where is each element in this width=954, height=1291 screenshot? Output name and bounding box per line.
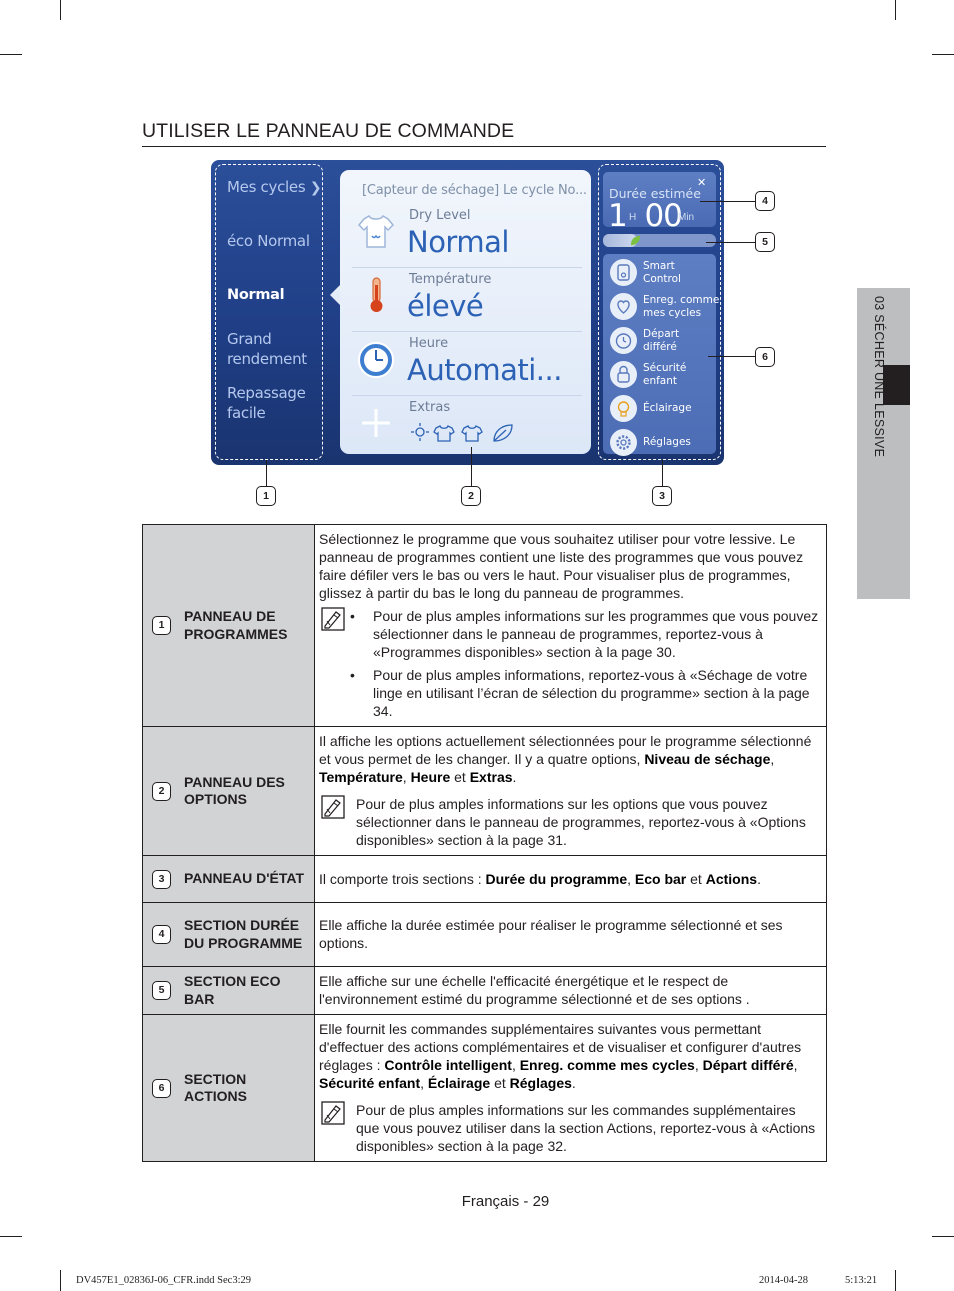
leaf-icon [629,234,642,247]
action-child-lock[interactable] [603,358,716,392]
action-label-line: enfant [643,375,678,387]
program-label-line: Repassage [227,384,306,402]
callout-1: 1 [256,486,276,506]
page-number: Français - 29 [461,1193,550,1210]
row-content [315,967,827,1015]
action-label [643,260,681,286]
bold-term: Niveau de séchage [644,751,771,767]
row-header [143,727,315,856]
action-delay-start[interactable] [603,324,716,358]
table-row [143,1015,827,1162]
program-mes-cycles[interactable] [227,177,321,198]
option-label: Extras [409,400,451,415]
table-row [143,727,827,856]
crop-mark [895,0,896,20]
text-span: , [511,1057,520,1073]
option-heure[interactable] [340,333,591,395]
row-title: SECTION ACTIONS [184,1070,247,1104]
divider [352,395,582,396]
program-label: Mes cycles [227,178,306,196]
minutes-unit: Min [678,212,695,223]
row-number: 4 [152,925,171,944]
program-label-line: Grand [227,330,272,348]
bold-term: Extras [469,769,513,785]
actions-section [603,254,720,454]
row-header [143,903,315,967]
table-row [143,967,827,1015]
action-label [643,294,719,320]
row-number: 6 [152,1079,171,1098]
action-label [643,402,692,415]
table-row [143,525,827,727]
option-label: Température [409,272,492,287]
table-row [143,903,827,967]
note [319,795,822,849]
action-label-line: différé [643,341,677,353]
row-content [315,727,827,856]
action-label-line: Départ [643,328,680,340]
list-item: • Pour de plus amples informations sur les programmes que vous pouvez sélectionner dans le panneau de programmes, reportez-vous à «Programmes disponibles» section à la page 30. [348,607,822,661]
text-span: , [694,1057,703,1073]
hours-unit: H [629,212,637,223]
row-header [143,967,315,1015]
plus-icon [356,403,396,443]
row-title: PANNEAU D'ÉTAT [184,870,304,887]
info-table [142,524,827,1162]
text-span: Elle fournit les commandes supplémentaires suivantes vous permettant d'effectuer des actions complémentaires et de visualiser et configurer d'autres réglages : [319,1021,802,1073]
crop-mark [895,1270,896,1291]
row-text [319,870,822,888]
text-span: et [450,769,470,785]
divider [352,331,582,332]
action-save-cycle[interactable] [603,290,720,324]
row-number: 1 [152,616,171,635]
text-span: . [757,870,761,887]
chevron-right-icon: ❯ [309,180,322,196]
note-pencil-icon [321,607,345,631]
program-repassage-facile[interactable] [227,383,306,423]
gear-icon [610,429,637,456]
slug-date: 2014-04-28 [759,1275,808,1286]
divider [352,267,582,268]
hours-value: 1 [608,198,627,234]
text-span: et [490,1075,510,1091]
text-span: . [512,769,517,785]
row-header [143,856,315,903]
program-label-line: facile [227,404,266,422]
bold-term: Heure [410,769,451,785]
action-label [643,362,686,388]
text-span: , [627,870,635,887]
row-text [319,1020,822,1092]
action-smart-control[interactable] [603,256,716,290]
eco-bar [603,234,716,247]
close-icon[interactable]: ✕ [697,177,707,189]
side-tab-label: 03 SÉCHER UNE LESSIVE [872,296,886,458]
section-title: UTILISER LE PANNEAU DE COMMANDE [142,120,826,147]
thermometer-icon [356,275,396,315]
action-label [643,436,691,449]
estimated-time-label: Durée estimée [609,186,701,201]
options-header: [Capteur de séchage] Le cycle No... [362,183,587,198]
crop-mark [60,1270,61,1291]
program-eco-normal[interactable]: éco Normal [227,232,310,250]
option-value: élevé [407,289,484,323]
callout-line [700,201,755,202]
slug-time: 5:13:21 [845,1275,878,1286]
note [319,1101,822,1155]
option-value: Automati... [407,353,562,387]
control-panel-illustration [211,160,724,465]
action-settings[interactable] [603,426,716,460]
estimated-time-section [603,172,716,234]
callout-line [706,242,755,243]
action-label-line: Control [643,273,681,285]
row-header [143,525,315,727]
crop-mark [0,1236,22,1237]
text-span: , [770,751,775,767]
row-text [319,732,822,786]
option-dry-level[interactable] [340,205,591,267]
bold-term: Éclairage [427,1075,491,1091]
action-label-line: Sécurité [643,362,687,374]
note-pencil-icon [321,795,345,819]
bold-term: Sécurité enfant [319,1075,421,1091]
bold-term: Température [319,769,403,785]
callout-5: 5 [755,232,775,252]
option-value: Normal [407,225,509,259]
program-label-line: rendement [227,350,307,368]
row-title: SECTION DURÉE DU PROGRAMME [184,917,303,951]
shirt-wrinkle-icon [462,426,482,441]
program-normal[interactable]: Normal [227,287,285,303]
row-text: Elle affiche sur une échelle l'efficacité énergétique et le respect de l'environnement estimé du programme sélectionné et de ses options . [319,973,750,1007]
text-span: , [420,1075,428,1091]
bold-term: Actions [705,870,758,887]
slug-file: DV457E1_02836J-06_CFR.indd Sec3:29 [76,1275,252,1286]
text-span: . [571,1075,576,1091]
callout-4: 4 [755,191,775,211]
row-title: PANNEAU DES OPTIONS [184,773,285,807]
bold-term: Départ différé [702,1057,794,1073]
option-label: Dry Level [409,208,471,223]
callout-line [471,447,472,486]
crop-mark [932,1236,954,1237]
bold-term: Contrôle intelligent [384,1057,512,1073]
note [319,607,822,720]
note-pencil-icon [321,1101,345,1125]
shirt-steam-icon [434,426,454,441]
timer-icon [610,327,637,354]
crop-mark [932,54,954,55]
text-span: et [686,870,706,887]
text-span: Il affiche les options actuellement sélectionnées pour le programme sélectionné et vous permet de les changer. Il y a quatre options, [319,733,812,767]
callout-3: 3 [652,486,672,506]
bold-term: Eco bar [634,870,687,887]
row-content [315,903,827,967]
minutes-value: 00 [644,198,682,234]
row-number: 3 [152,870,171,889]
clock-icon [356,339,396,379]
side-tab-marker [883,365,910,405]
row-text: Elle affiche la durée estimée pour réaliser le programme sélectionné et ses options. [319,917,783,951]
list-item: • Pour de plus amples informations, reportez-vous à «Séchage de votre linge en utilisant l’écran de sélection du programme» section à la page 34. [348,666,822,720]
option-extras[interactable] [340,397,591,454]
text-span: , [402,769,411,785]
option-temperature[interactable] [340,269,591,331]
row-title: SECTION ECO BAR [184,973,281,1007]
callout-line [266,460,267,486]
text-span: , [793,1057,798,1073]
bulb-icon [610,395,637,422]
callout-2: 2 [461,486,481,506]
row-header [143,1015,315,1162]
row-content [315,1015,827,1162]
action-lighting[interactable] [603,392,716,426]
note-text: Pour de plus amples informations sur les commandes supplémentaires que vous pouvez utiliser dans la section Actions, reportez-vous à «Actions disponibles» section à la page 32. [356,1102,816,1154]
row-number: 2 [152,782,171,801]
bold-term: Enreg. comme mes cycles [519,1057,695,1073]
options-panel [340,170,591,454]
row-title: PANNEAU DE PROGRAMMES [184,608,288,642]
estimated-time-value [608,198,682,234]
action-label-line: Enreg. comme [643,294,720,306]
action-label-line: mes cycles [643,307,702,319]
smart-control-icon [610,259,637,286]
lock-icon [610,361,637,388]
page-footer [0,1193,954,1210]
table-row [143,856,827,903]
shirt-icon [356,211,396,251]
option-label: Heure [409,336,449,351]
row-content [315,856,827,903]
text-span: Il comporte trois sections : [319,870,486,887]
note-bullets [348,607,822,720]
crop-mark [0,54,22,55]
row-number: 5 [152,981,171,1000]
note-text: Pour de plus amples informations sur les options que vous pouvez sélectionner dans le panneau de programmes, reportez-vous à «Options disponibles» section à la page 31. [356,796,806,848]
action-label-line: Smart [643,260,675,272]
extras-icons [410,421,520,443]
row-text: Sélectionnez le programme que vous souhaitez utiliser pour votre lessive. Le panneau de programmes contient une liste des programmes que vous pouvez faire défiler vers le bas ou vers le haut. Pour visualiser plus de programmes, glissez à partir du bas le long du panneau de programmes. [319,531,804,601]
program-grand-rendement[interactable] [227,329,307,369]
heart-icon [610,293,637,320]
callout-line [708,356,755,357]
sun-icon [411,423,429,441]
crop-mark [60,0,61,20]
bold-term: Réglages [509,1075,572,1091]
leaf-icon [494,425,512,441]
action-label [643,328,679,354]
bold-term: Durée du programme [485,870,628,887]
callout-line [662,460,663,486]
callout-6: 6 [755,347,775,367]
row-content [315,525,827,727]
action-label-line: Éclairage [643,402,692,414]
action-label-line: Réglages [643,436,691,448]
